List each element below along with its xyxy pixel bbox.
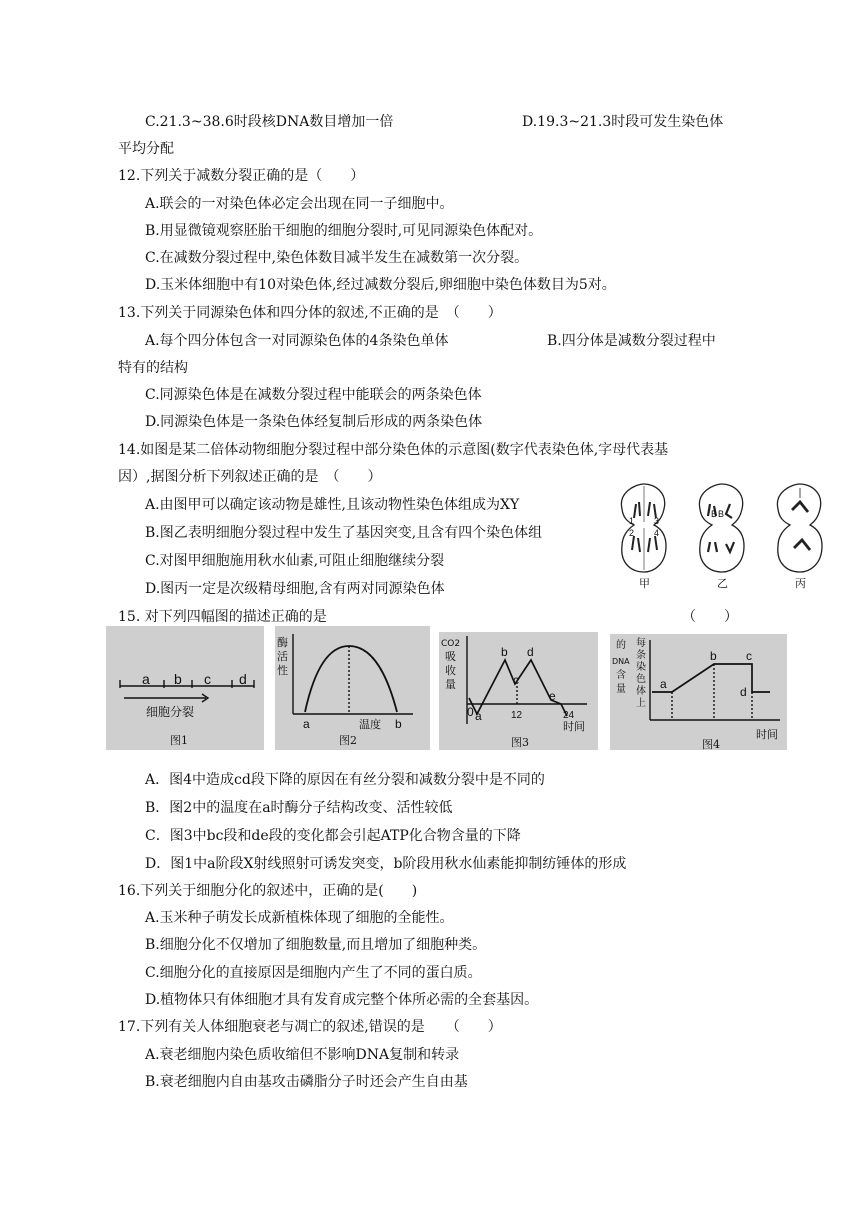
fig4-ylabel-right-4: 色: [636, 674, 646, 685]
q17-option-a: A.衰老细胞内染色质收缩但不影响DNA复制和转录: [145, 1047, 460, 1063]
q16-option-a: A.玉米种子萌发长成新植株体现了细胞的全能性。: [145, 910, 454, 926]
q14-option-c: C.对图甲细胞施用秋水仙素,可阻止细胞继续分裂: [145, 553, 445, 569]
q14-option-a: A.由图甲可以确定该动物是雄性,且该动物性染色体组成为XY: [145, 497, 520, 513]
q14-option-d: D.图丙一定是次级精母细胞,含有两对同源染色体: [145, 581, 445, 597]
q15-option-c: C．图3中bc段和de段的变化都会引起ATP化合物含量的下降: [145, 828, 521, 844]
q12-option-a: A.联会的一对染色体必定会出现在同一子细胞中。: [145, 196, 454, 212]
cell-division-svg: [612, 482, 842, 590]
chromosome-number-2: 2: [629, 528, 635, 538]
chromosome-number-4: 4: [654, 528, 660, 538]
q16-option-c: C.细胞分化的直接原因是细胞内产生了不同的蛋白质。: [145, 965, 482, 981]
fig4-ylabel-right-1: 每: [636, 638, 646, 649]
fig2-label-b: b: [395, 717, 402, 731]
q15-answer-paren: （ ）: [682, 609, 738, 625]
cell-yi-membrane: [699, 484, 744, 572]
cell-division-figure: [612, 482, 842, 590]
figure-2: [275, 626, 430, 750]
fig4-ylabel-right-5: 体: [636, 686, 646, 697]
q13-option-b-wrap: 特有的结构: [118, 360, 188, 376]
q13-option-d: D.同源染色体是一条染色体经复制后形成的两条染色体: [145, 414, 483, 430]
fig4-ylabel-right-2: 条: [636, 650, 646, 661]
q15-stem: 15. 对下列四幅图的描述正确的是: [118, 609, 327, 625]
figure-4-svg: [610, 634, 787, 750]
fig4-xlabel: 时间: [756, 728, 778, 741]
fig1-axis-label: 细胞分裂: [146, 705, 195, 719]
cell-label-jia: 甲: [639, 577, 650, 590]
fig1-label-c: c: [204, 671, 211, 687]
q13-stem: 13.下列关于同源染色体和四分体的叙述,不正确的是 （ ）: [118, 305, 502, 321]
figure-2-svg: [275, 626, 430, 750]
fig3-label-d: d: [527, 645, 534, 659]
fig4-label-b: b: [710, 649, 717, 663]
fig3-ylabel-1: CO2: [441, 639, 461, 649]
gene-label-b-2: B: [718, 509, 725, 519]
fig4-ylabel-left-4: 量: [616, 684, 626, 695]
fig4-label-d: d: [740, 685, 747, 699]
fig4-caption: 图4: [702, 738, 720, 750]
fig1-label-a: a: [142, 671, 150, 687]
figure-3-svg: [439, 632, 598, 750]
q13-option-c: C.同源染色体是在减数分裂过程中能联会的两条染色体: [145, 387, 482, 403]
fig4-label-a: a: [660, 677, 667, 691]
fig2-xlabel: 温度: [359, 718, 381, 731]
fig3-ylabel-4: 量: [445, 678, 456, 691]
cell-label-yi: 乙: [717, 577, 728, 590]
q16-option-b: B.细胞分化不仅增加了细胞数量,而且增加了细胞种类。: [145, 937, 487, 953]
fig4-ylabel-left-3: 含: [616, 670, 626, 681]
fig3-ylabel-3: 收: [445, 664, 456, 677]
figure-1-svg: [106, 626, 264, 750]
q15-option-a: A．图4中造成cd段下降的原因在有丝分裂和减数分裂中是不同的: [145, 772, 545, 788]
fig4-ylabel-left-2: DNA: [612, 657, 630, 666]
q13-option-a: A.每个四分体包含一对同源染色体的4条染色单体: [145, 333, 449, 349]
fig2-ylabel-3: 性: [277, 664, 288, 677]
fig3-label-e: e: [549, 689, 556, 703]
fig2-label-a: a: [303, 717, 310, 731]
q11-option-d-wrap: 平均分配: [118, 141, 174, 157]
q11-option-c: C.21.3~38.6时段核DNA数目增加一倍: [145, 114, 394, 130]
q11-option-d: D.19.3~21.3时段可发生染色体: [522, 114, 724, 130]
cell-label-bing: 丙: [795, 577, 806, 590]
q12-option-c: C.在减数分裂过程中,染色体数目减半发生在减数第一次分裂。: [145, 250, 529, 266]
figure-3: [439, 632, 598, 750]
fig4-ylabel-left-1: 的: [616, 640, 626, 651]
q16-option-d: D.植物体只有体细胞才具有发育成完整个体所必需的全套基因。: [145, 992, 539, 1008]
fig3-xlabel: 时间: [563, 720, 585, 733]
fig4-ylabel-right-6: 上: [636, 698, 646, 709]
q17-stem: 17.下列有关人体细胞衰老与凋亡的叙述,错误的是 （ ）: [118, 1019, 502, 1035]
fig3-label-b: b: [501, 645, 508, 659]
q12-option-b: B.用显微镜观察胚胎干细胞的细胞分裂时,可见同源染色体配对。: [145, 223, 543, 239]
q15-option-b: B．图2中的温度在a时酶分子结构改变、活性较低: [145, 800, 453, 816]
fig3-tick-24: 24: [563, 710, 575, 721]
fig3-ylabel-2: 吸: [445, 650, 456, 663]
q14-option-b: B.图乙表明细胞分裂过程中发生了基因突变,且含有四个染色体组: [145, 525, 543, 541]
figure-4: [610, 634, 787, 750]
gene-label-b-1: B: [711, 509, 718, 519]
q14-stem-wrap: 因）,据图分析下列叙述正确的是 （ ）: [118, 469, 382, 485]
q13-option-b: B.四分体是减数分裂过程中: [547, 333, 716, 349]
q16-stem: 16.下列关于细胞分化的叙述中，正确的是( ): [118, 883, 418, 899]
figure-1: [106, 626, 264, 750]
fig1-label-b: b: [174, 671, 182, 687]
fig1-label-d: d: [239, 671, 247, 687]
fig2-ylabel-2: 活: [277, 650, 288, 663]
fig3-label-c: c: [513, 673, 519, 687]
q15-option-d: D．图1中a阶段X射线照射可诱发突变，b阶段用秋水仙素能抑制纺锤体的形成: [145, 856, 627, 872]
chromosome-number-1: 1: [629, 516, 635, 526]
fig2-ylabel-1: 酶: [277, 636, 288, 649]
q17-option-b: B.衰老细胞内自由基攻击磷脂分子时还会产生自由基: [145, 1074, 468, 1090]
q14-stem: 14.如图是某二倍体动物细胞分裂过程中部分染色体的示意图(数字代表染色体,字母代表基: [118, 442, 669, 458]
chromosome-number-3: 3: [654, 516, 660, 526]
fig3-label-zero: 0: [467, 705, 474, 719]
fig3-caption: 图3: [511, 736, 529, 749]
fig1-caption: 图1: [170, 734, 188, 747]
fig3-label-a: a: [475, 709, 482, 723]
q12-stem: 12.下列关于减数分裂正确的是（ ）: [118, 168, 365, 184]
fig4-label-c: c: [746, 649, 752, 663]
q12-option-d: D.玉米体细胞中有10对染色体,经过减数分裂后,卵细胞中染色体数目为5对。: [145, 277, 616, 293]
fig4-ylabel-right-3: 染: [636, 662, 646, 673]
fig2-caption: 图2: [339, 734, 357, 747]
fig3-tick-12: 12: [511, 710, 523, 721]
